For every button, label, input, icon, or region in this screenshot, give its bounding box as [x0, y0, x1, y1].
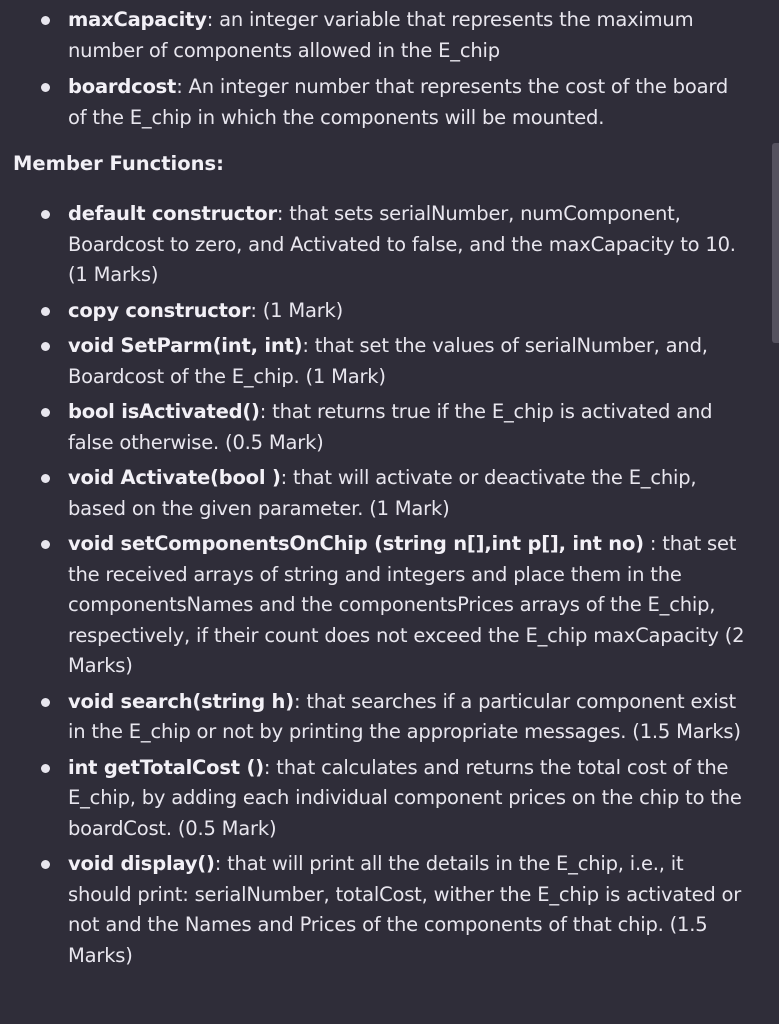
- list-item: [0, 296, 779, 327]
- bullet-icon: [41, 408, 50, 417]
- bullet-icon: [41, 764, 50, 773]
- list-item: [0, 5, 779, 66]
- attribute-list: [0, 0, 779, 133]
- item-term: bool isActivated(): [68, 400, 260, 423]
- bullet-icon: [41, 474, 50, 483]
- list-item: [0, 687, 779, 748]
- list-item: [0, 72, 779, 133]
- item-term: boardcost: [68, 75, 177, 98]
- item-term: default constructor: [68, 202, 277, 225]
- item-description: : that sets serialNumber, numComponent, Boardcost to zero, and Activated to false, and the maxCapacity to 10. (1 Marks): [68, 202, 736, 286]
- bullet-icon: [41, 342, 50, 351]
- list-item: [0, 331, 779, 392]
- bullet-icon: [41, 83, 50, 92]
- item-description: : an integer variable that represents the maximum number of components allowed in the E_chip: [68, 8, 694, 62]
- item-description: : that calculates and returns the total cost of the E_chip, by adding each individual component prices on the chip to the boardCost. (0.5 Mark): [68, 755, 742, 840]
- member-function-list: [0, 199, 779, 971]
- item-description: : An integer number that represents the cost of the board of the E_chip in which the components will be mounted.: [68, 75, 728, 129]
- item-term: int getTotalCost (): [68, 755, 264, 779]
- item-description: : that searches if a particular component exist in the E_chip or not by printing the appropriate messages. (1.5 Marks): [68, 689, 741, 743]
- bullet-icon: [41, 307, 50, 316]
- item-description: : that will print all the details in the E_chip, i.e., it should print: serialNumber, totalCost, wither the E_chip is activated or not and the Names and Prices of the components of that chip. (1.5 Marks): [68, 852, 742, 967]
- item-term: void setComponentsOnChip (string n[],int p[], int no): [68, 532, 644, 555]
- item-description: : that returns true if the E_chip is activated and false otherwise. (0.5 Mark): [68, 400, 713, 454]
- item-term: void display(): [68, 852, 215, 875]
- list-item: [0, 463, 779, 524]
- item-description: : that set the received arrays of string and integers and place them in the componentsNames and the componentsPrices arrays of the E_chip, respectively, if their count does not exceed the E_chip maxCapacity (2 Marks): [68, 532, 745, 677]
- item-term: copy constructor: [68, 298, 251, 322]
- list-item: [0, 529, 779, 682]
- item-term: void search(string h): [68, 689, 294, 713]
- bullet-icon: [41, 16, 50, 25]
- bullet-icon: [41, 860, 50, 869]
- list-item: [0, 199, 779, 291]
- bullet-icon: [41, 698, 50, 707]
- scrollbar-thumb[interactable]: [772, 143, 779, 343]
- item-description: : that will activate or deactivate the E_chip, based on the given parameter. (1 Mark): [68, 466, 697, 520]
- item-term: void Activate(bool ): [68, 466, 281, 489]
- list-item: [0, 849, 779, 971]
- item-description: : (1 Mark): [250, 298, 344, 322]
- list-item: [0, 397, 779, 458]
- item-description: : that set the values of serialNumber, and, Boardcost of the E_chip. (1 Mark): [68, 334, 708, 388]
- section-heading: Member Functions:: [13, 152, 224, 175]
- bullet-icon: [41, 540, 50, 549]
- bullet-icon: [41, 210, 50, 219]
- list-item: [0, 753, 779, 845]
- item-term: void SetParm(int, int): [68, 334, 303, 357]
- item-term: maxCapacity: [68, 8, 207, 31]
